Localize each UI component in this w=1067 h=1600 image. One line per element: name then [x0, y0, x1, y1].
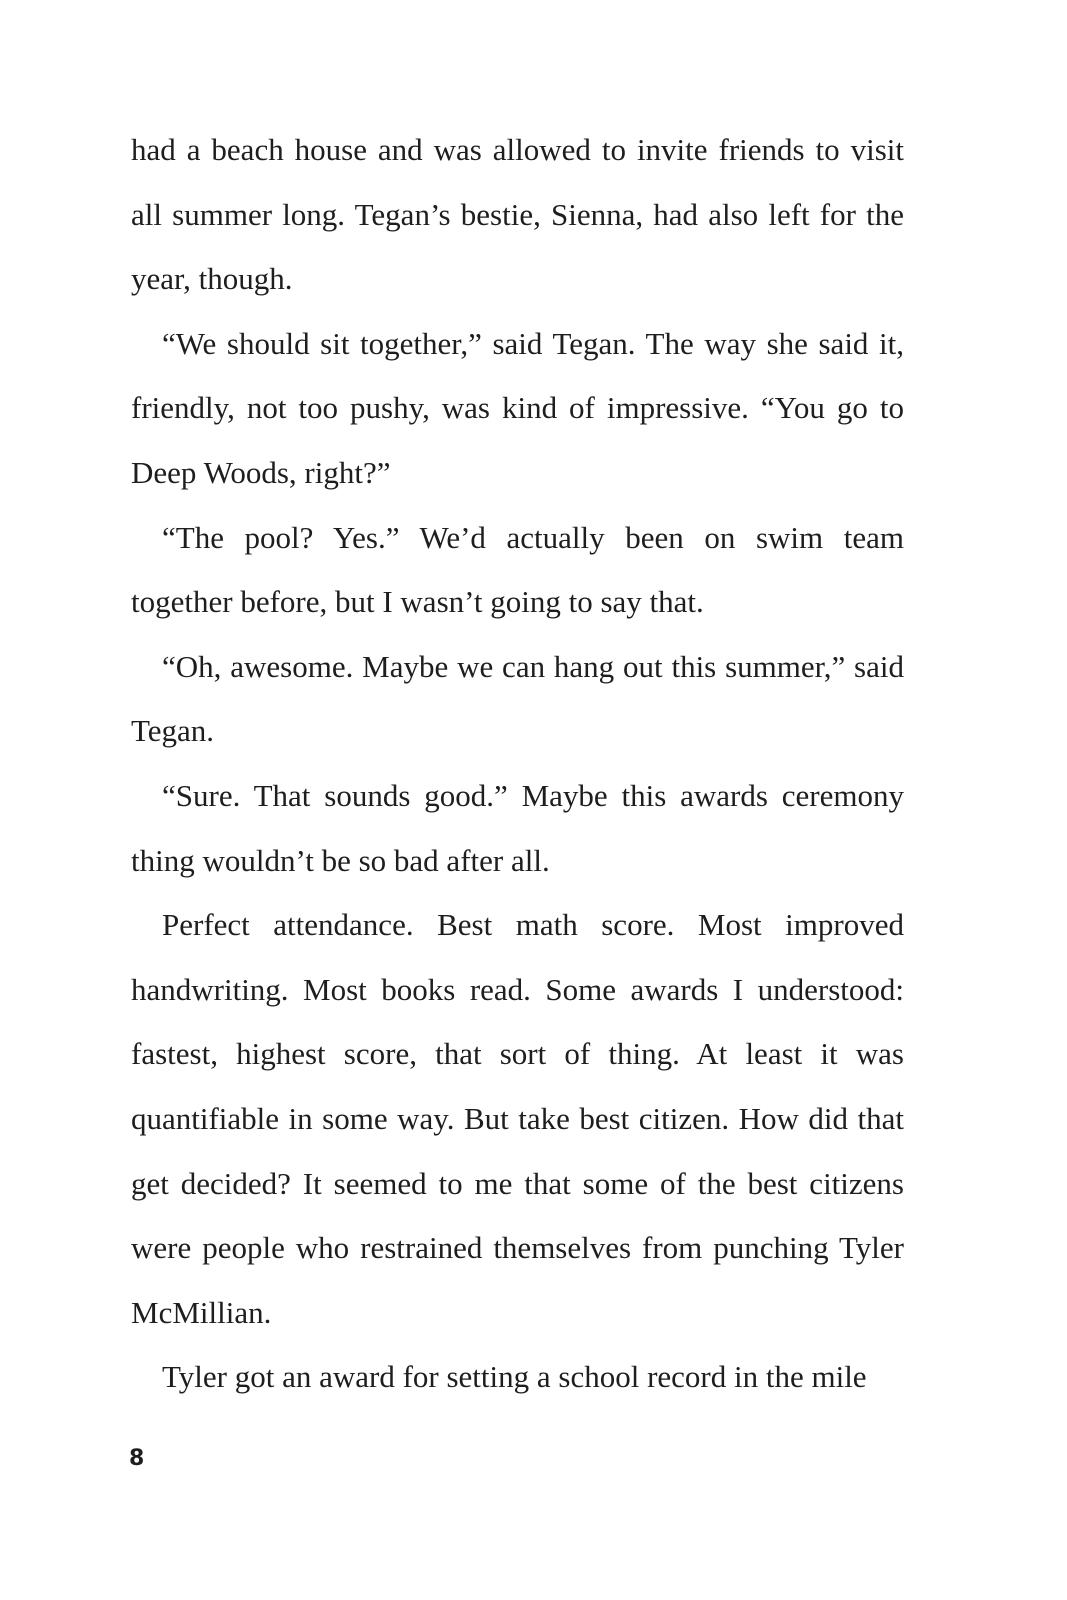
- body-text: [131, 118, 904, 1410]
- paragraph: Tyler got an award for setting a school record in the mile: [162, 1359, 867, 1395]
- paragraph: “The pool? Yes.” We’d actually been on swim team together before, but I wasn’t going to say that.: [131, 519, 904, 620]
- paragraph: “Sure. That sounds good.” Maybe this awards ceremony thing wouldn’t be so bad after all.: [131, 777, 904, 878]
- paragraph: “We should sit together,” said Tegan. The way she said it, friendly, not too pushy, was kind of impressive. “You go to Deep Woods, right?”: [131, 325, 904, 490]
- paragraph: “Oh, awesome. Maybe we can hang out this summer,” said Tegan.: [131, 648, 904, 749]
- paragraph: Perfect attendance. Best math score. Most improved handwriting. Most books read. Some awards I understood: fastest, highest score, that sort of thing. At least it was quantifiable in some way. But take best citizen. How did that get decided? It seemed to me that some of the best citizens were people who restrained themselves from punching Tyler McMillian.: [131, 907, 904, 1330]
- paragraph-continued: had a beach house and was allowed to invite friends to visit all summer long. Tegan’s bestie, Sienna, had also left for the year, though.: [131, 132, 904, 297]
- page-number: 8: [129, 1446, 145, 1471]
